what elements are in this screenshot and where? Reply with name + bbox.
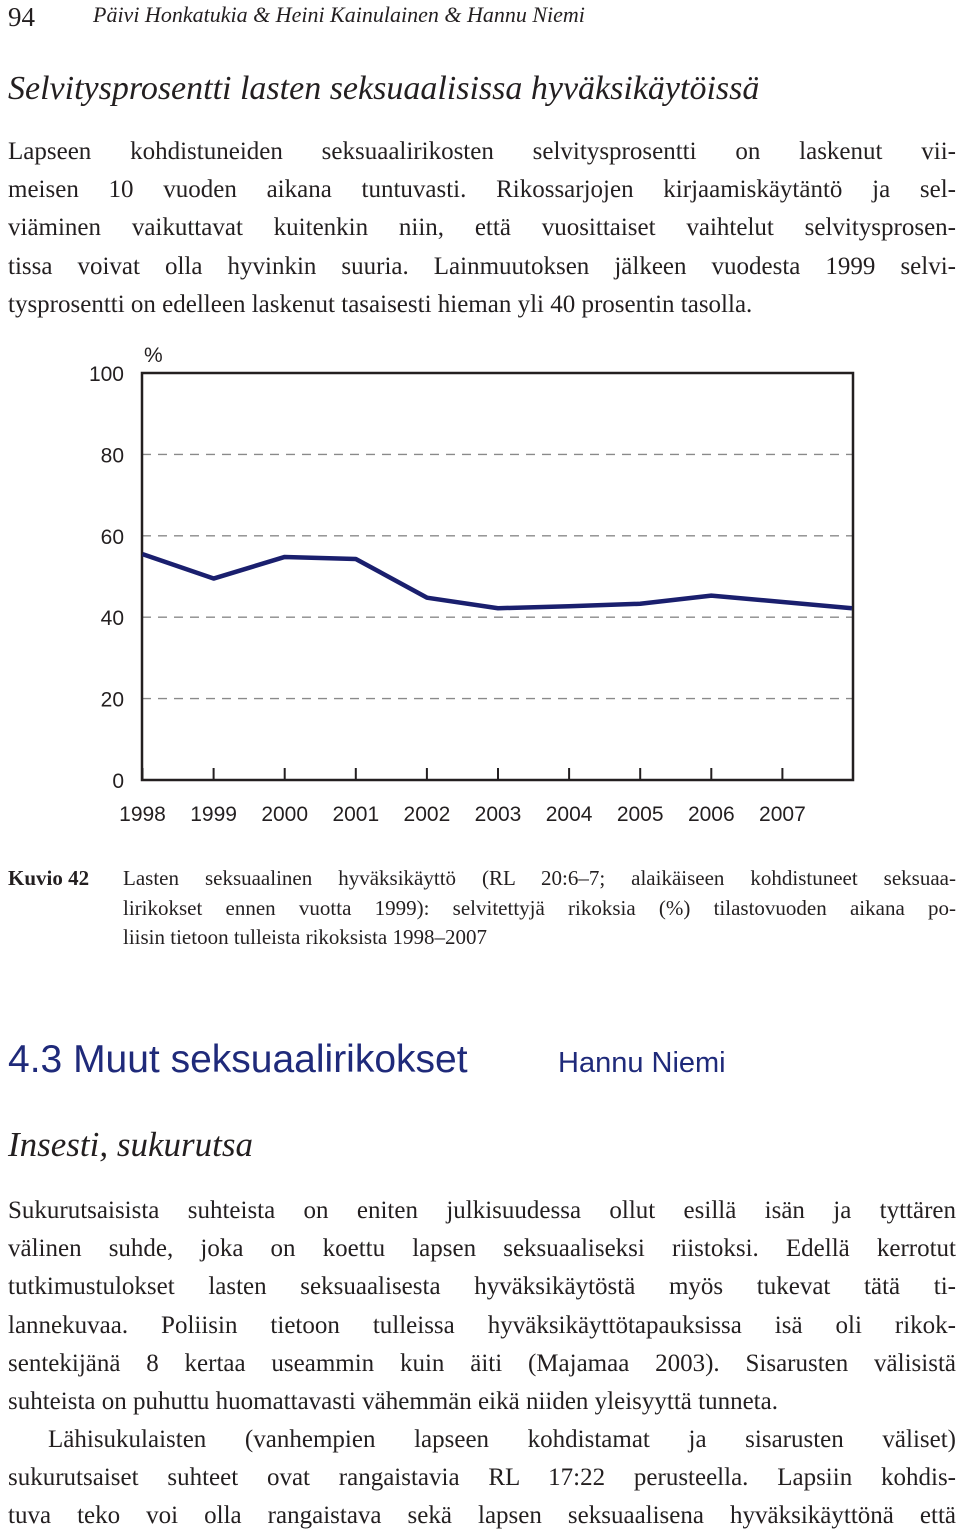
body-paragraph-2 [8, 1421, 956, 1536]
series-layer [142, 554, 852, 608]
plot-frame [142, 373, 853, 780]
x-tick-label: 2001 [332, 803, 379, 826]
line-chart [0, 335, 960, 835]
section-title: Selvitysprosentti lasten seksuaalisissa hyväksikäytöissä [8, 70, 759, 108]
y-tick-label: 100 [89, 363, 124, 386]
caption-line: lirikokset ennen vuotta 1999): selvitettyjä rikoksia (%) tilastovuoden aikana po- [123, 894, 956, 924]
y-tick-label: 20 [101, 689, 124, 712]
series-line [143, 554, 853, 608]
intro-paragraph [8, 133, 956, 324]
text-line: sukurutsaiset suhteet ovat rangaistavia RL 17:22 perusteella. Lapsiin kohdis- [8, 1459, 956, 1497]
x-tick-label: 2002 [404, 803, 451, 826]
running-header-authors: Päivi Honkatukia & Heini Kainulainen & Hannu Niemi [93, 2, 585, 28]
text-line: Sukurutsaisista suhteista on eniten julkisuudessa ollut esillä isän ja tyttären [8, 1192, 956, 1230]
y-tick-label: 60 [101, 526, 124, 549]
subsection-title: Muut seksuaalirikokset [73, 1038, 468, 1081]
text-line: välinen suhde, joka on koettu lapsen seksuaaliseksi riistoksi. Edellä kerrotut [8, 1230, 956, 1268]
chart-svg [0, 335, 960, 835]
text-line: Lapseen kohdistuneiden seksuaalirikosten selvitysprosentti on laskenut vii- [8, 133, 956, 171]
x-tick-label: 2003 [475, 803, 522, 826]
text-line: Lähisukulaisten (vanhempien lapseen kohdistamat ja sisarusten väliset) [8, 1421, 956, 1459]
caption-label: Kuvio 42 [8, 864, 89, 894]
text-line: tissa voivat olla hyvinkin suuria. Lainmuutoksen jälkeen vuodesta 1999 selvi- [8, 248, 956, 286]
text-line: lannekuvaa. Poliisin tietoon tulleissa hyväksikäyttötapauksissa isä oli rikok- [8, 1307, 956, 1345]
subsection-heading [8, 1038, 468, 1082]
caption-line: liisin tietoon tulleista rikoksista 1998–2007 [123, 923, 956, 953]
x-tick-label: 2006 [688, 803, 735, 826]
body-paragraph-1 [8, 1192, 956, 1421]
text-line: meisen 10 vuoden aikana tuntuvasti. Rikossarjojen kirjaamiskäytäntö ja sel- [8, 171, 956, 209]
caption-line: Lasten seksuaalinen hyväksikäyttö (RL 20:6–7; alaikäiseen kohdistuneet seksuaa- [123, 864, 956, 894]
x-tick-label: 2004 [546, 803, 593, 826]
topic-heading: Insesti, sukurutsa [8, 1125, 253, 1165]
x-tick-label: 2000 [261, 803, 308, 826]
subsection-number: 4.3 [8, 1038, 62, 1081]
label-layer [89, 344, 806, 826]
subsection-author: Hannu Niemi [558, 1047, 726, 1080]
text-line: suhteista on puhuttu huomattavasti vähemmän eikä niiden yleisyyttä tunneta. [8, 1383, 956, 1421]
y-tick-label: 40 [101, 607, 124, 630]
x-tick-label: 2005 [617, 803, 664, 826]
text-line: viäminen vaikuttavat kuitenkin niin, että vuosittaiset vaihtelut selvitysprosen- [8, 209, 956, 247]
y-axis-label: % [144, 344, 163, 367]
text-line: tuva teko voi olla rangaistava sekä lapsen seksuaalisena hyväksikäyttönä että [8, 1497, 956, 1535]
x-tick-label: 1998 [119, 803, 166, 826]
caption-text [123, 864, 956, 953]
text-line: tutkimustulokset lasten seksuaalisesta hyväksikäytöstä myös tukevat tätä ti- [8, 1268, 956, 1306]
page-number: 94 [8, 2, 35, 33]
grid-layer [142, 454, 853, 698]
y-tick-label: 0 [112, 770, 124, 793]
text-line: sentekijänä 8 kertaa useammin kuin äiti (Majamaa 2003). Sisarusten välisistä [8, 1345, 956, 1383]
x-tick-label: 1999 [190, 803, 237, 826]
text-line: tysprosentti on edelleen laskenut tasaisesti hieman yli 40 prosentin tasolla. [8, 286, 956, 324]
axis-layer [142, 373, 853, 780]
x-tick-label: 2007 [759, 803, 806, 826]
y-tick-label: 80 [101, 444, 124, 467]
